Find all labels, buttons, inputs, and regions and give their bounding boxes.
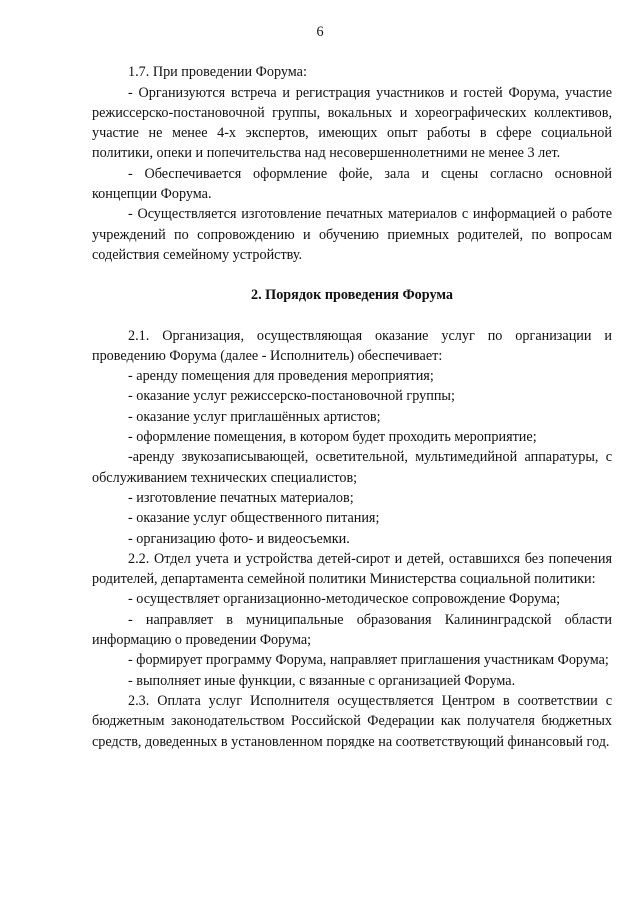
section-2-heading: 2. Порядок проведения Форума [250, 287, 454, 304]
list-item: - оказание услуг общественного питания; [128, 510, 380, 527]
section-1-7-item: - Осуществляется изготовление печатных материалов с информацией о работе учреждений по сопровождению и обучению приемных родителей, по вопросам содействия семейному устройству. [92, 206, 612, 263]
page-number: 6 [316, 24, 324, 40]
list-item: - оказание услуг приглашённых артистов; [128, 408, 381, 425]
list-item: - формирует программу Форума, направляет приглашения участникам Форума; [128, 652, 609, 669]
list-item: - выполняет иные функции, с вязанные с организацией Форума. [128, 672, 516, 689]
paragraph-2-1: 2.1. Организация, осуществляющая оказание услуг по организации и проведению Форума (далее - Исполнитель) обеспечивает: [92, 327, 612, 364]
list-item: - направляет в муниципальные образования Калининградской области информацию о проведении Форума; [92, 611, 612, 649]
list-item: - оформление помещения, в котором будет проходить мероприятие; [128, 429, 537, 446]
list-item: - оказание услуг режиссерско-постановочной группы; [128, 388, 455, 405]
section-1-7-title: 1.7. При проведении Форума: [128, 64, 307, 81]
paragraph-2-3: 2.3. Оплата услуг Исполнителя осуществляется Центром в соответствии с бюджетным законодательством Российской Федерации как получателя бюджетных средств, доведенных в установленном порядке на соответствующий финансовый год. [92, 692, 612, 750]
list-item: - изготовление печатных материалов; [128, 489, 354, 506]
list-item: - аренду помещения для проведения мероприятия; [128, 368, 434, 385]
paragraph-2-2: 2.2. Отдел учета и устройства детей-сирот и детей, оставшихся без попечения родителей, департамента семейной политики Министерства социальной политики: [92, 550, 612, 588]
list-item: -аренду звукозаписывающей, осветительной, мультимедийной аппаратуры, с обслуживанием технических специалистов; [92, 449, 612, 486]
list-item: - осуществляет организационно-методическое сопровождение Форума; [128, 591, 561, 608]
list-item: - организацию фото- и видеосъемки. [128, 530, 350, 547]
section-1-7-item: - Обеспечивается оформление фойе, зала и сцены согласно основной концепции Форума. [92, 165, 612, 203]
section-1-7-item: - Организуются встреча и регистрация участников и гостей Форума, участие режиссерско-постановочной группы, вокальных и хореографических коллективов, участие не менее 4-х экспертов, имеющих опыт работы в сфере социальной политики, опеки и попечительства над несовершеннолетними не менее 3 лет. [92, 84, 612, 162]
